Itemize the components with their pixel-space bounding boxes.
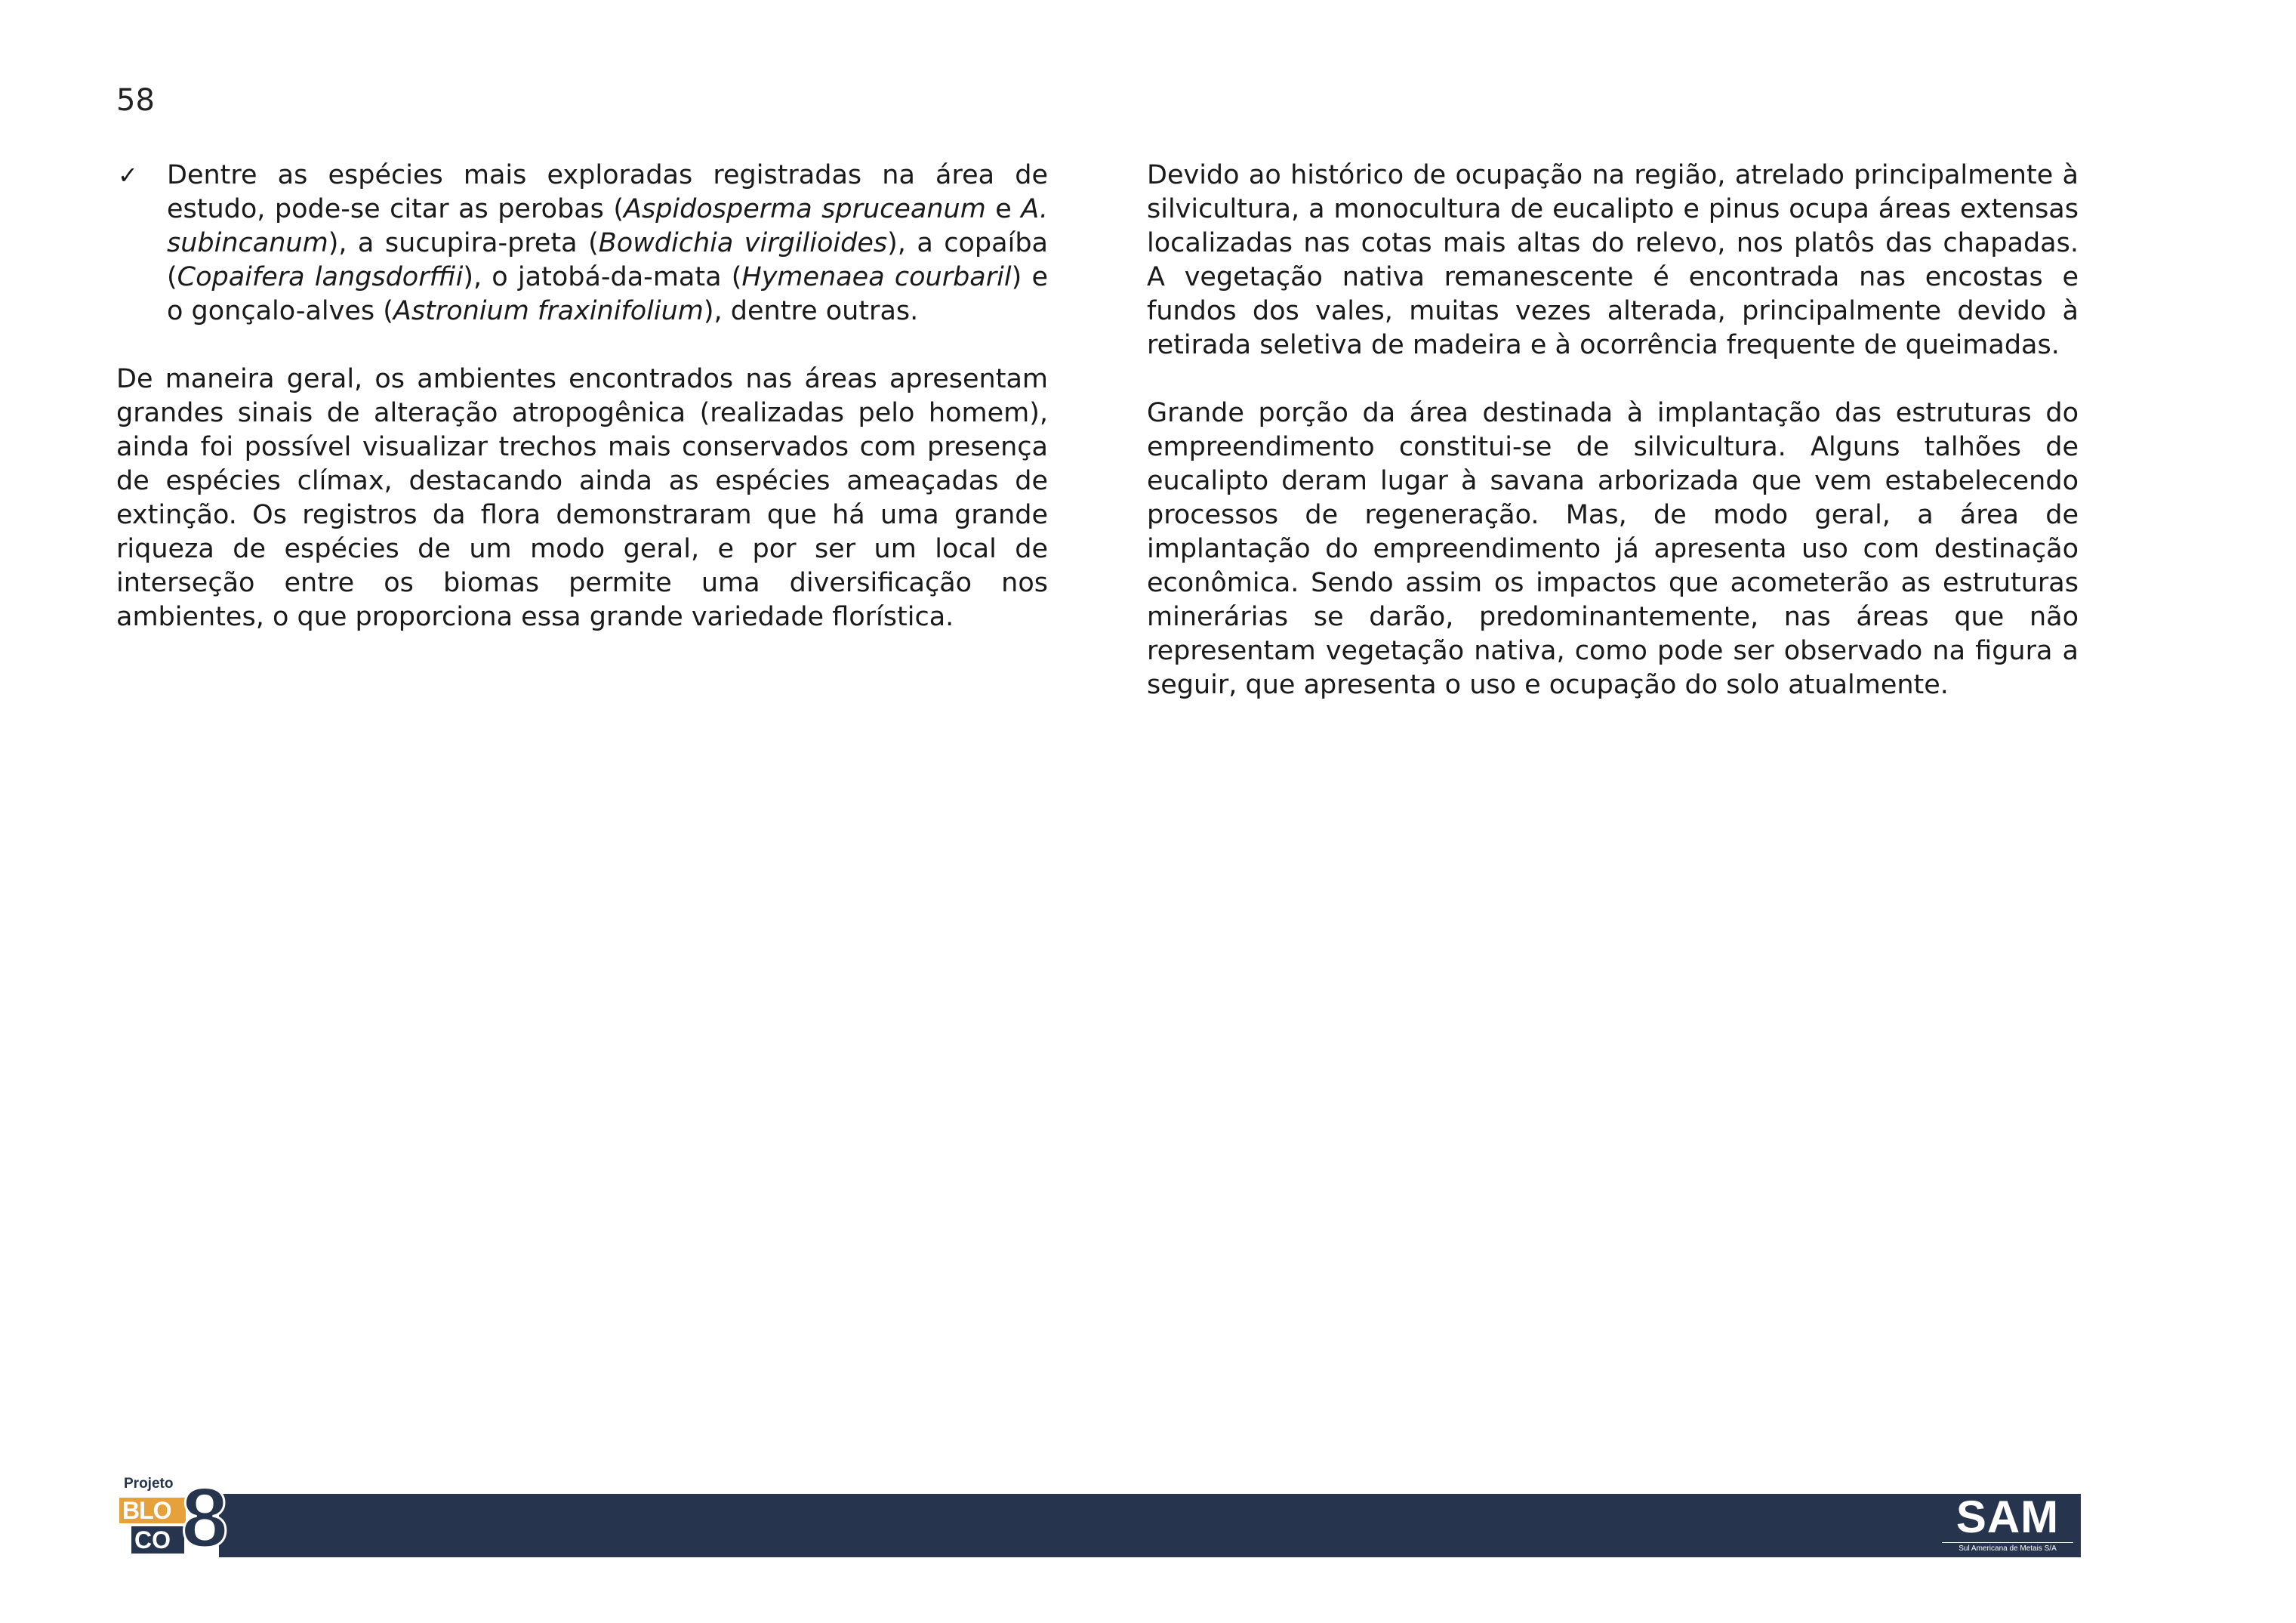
logo-eight-text: 8 [181,1470,229,1565]
sam-logo-text: SAM [1955,1492,2060,1542]
sam-logo-subtitle: Sul Americana de Metais S/A [1942,1542,2073,1554]
logo-projeto-text: Projeto [124,1476,174,1492]
species-name: Bowdichia virgilioides [598,228,888,258]
bullet-text-part: ), o jatobá-da-mata ( [463,262,742,292]
logo-blo-text: BLO [119,1498,186,1523]
species-name: Copaifera langsdorffii [177,262,464,292]
check-icon: ✓ [118,161,138,190]
species-name: Aspidosperma spruceanum [624,194,986,224]
bullet-item [116,159,1048,329]
right-column [1147,159,2079,702]
bullet-text [167,159,1048,329]
logo-co-text: CO [131,1526,184,1554]
bullet-text-part: ), a copaíba ( [167,228,1048,292]
footer-bar [219,1494,2081,1557]
bullet-text-part: Dentre as espécies mais exploradas registradas na área de estudo, pode-se citar as perobas ( [167,160,1048,224]
bullet-text-part: ), dentre outras. [703,296,919,326]
paragraph-gap [1147,363,2079,396]
body-paragraph: Grande porção da área destinada à implantação das estruturas do empreendimento constitui-se de silvicultura. Alguns talhões de eucalipto deram lugar à savana arborizada que vem estabelecendo processos de regeneração. Mas, de modo geral, a área de implantação do empreendimento já apresenta uso com destinação econômica. Sendo assim os impactos que acometerão as estruturas minerárias se darão, predominantemente, nas áreas que não representam vegetação nativa, como pode ser observado na figura a seguir, que apresenta o uso e ocupação do solo atualmente. [1147,398,2079,700]
bullet-text-part: ), a sucupira-preta ( [328,228,599,258]
bullet-text-part: ) e o gonçalo-alves ( [167,262,1048,326]
species-name: Hymenaea courbaril [741,262,1012,292]
body-paragraph: De maneira geral, os ambientes encontrados nas áreas apresentam grandes sinais de alteração atropogênica (realizadas pelo homem), ainda foi possível visualizar trechos mais conservados com presença de espécies clímax, destacando ainda as espécies ameaçadas de extinção. Os registros da flora demonstraram que há uma grande riqueza de espécies de um modo geral, e por ser um local de interseção entre os biomas permite uma diversificação nos ambientes, o que proporciona essa grande variedade florística. [116,364,1048,632]
paragraph-gap [116,329,1048,363]
body-paragraph: Devido ao histórico de ocupação na região, atrelado principalmente à silvicultura, a monocultura de eucalipto e pinus ocupa áreas extensas localizadas nas cotas mais altas do relevo, nos platôs das chapadas. A vegetação nativa remanescente é encontrada nas encostas e fundos dos vales, muitas vezes alterada, principalmente devido à retirada seletiva de madeira e à ocorrência frequente de queimadas. [1147,160,2079,360]
page-number: 58 [116,83,155,118]
species-name: A. subincanum [167,194,1048,258]
bullet-text-part: e [985,194,1022,224]
sam-logo [1936,1494,2079,1557]
projeto-bloco8-logo [116,1470,245,1565]
species-name: Astronium fraxinifolium [393,296,704,326]
left-column [116,159,1048,634]
